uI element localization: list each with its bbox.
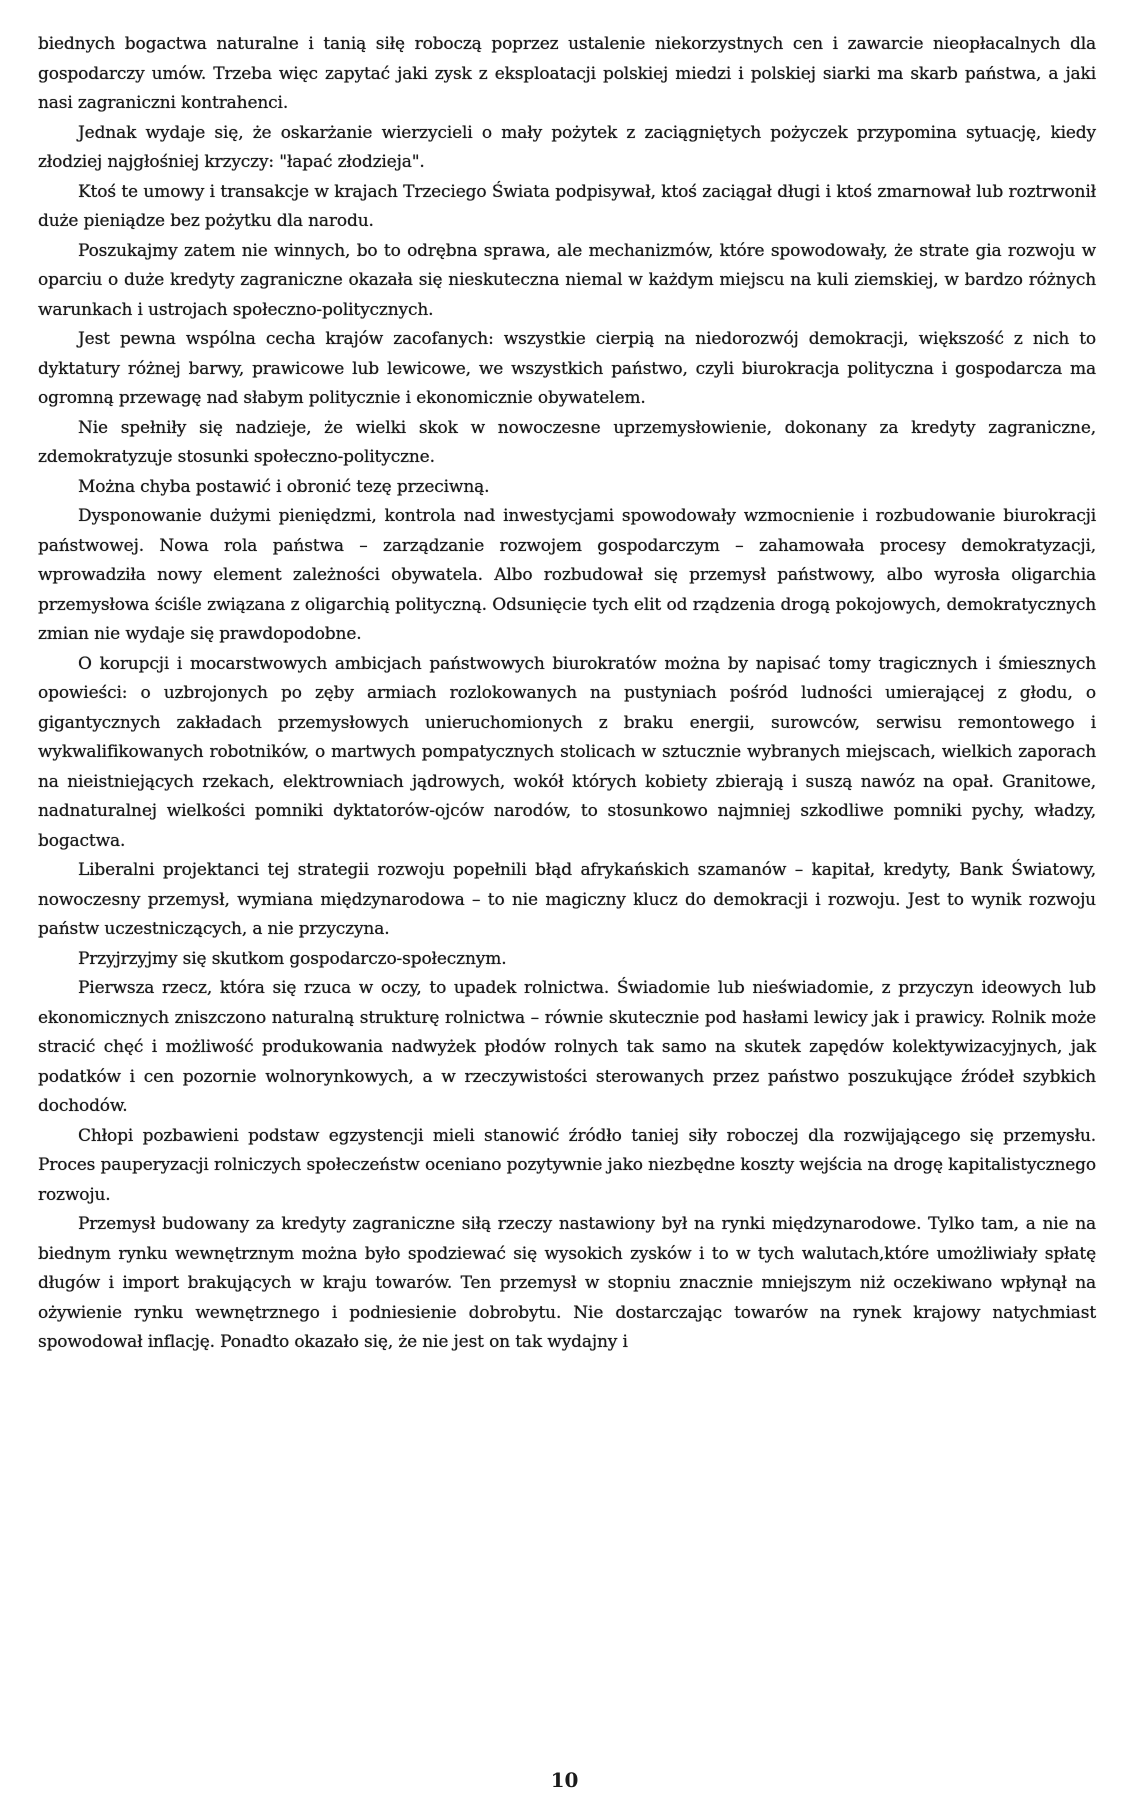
paragraph: Pierwsza rzecz, która się rzuca w oczy, to upadek rolnictwa. Świadomie lub nieświadomie, z przyczyn ideowych lub ekonomicznych zniszczono naturalną strukturę rolnictwa – równie skutecznie pod hasłami lewicy jak i prawicy. Rolnik może stracić chęć i możliwość produkowania nadwyżek płodów rolnych tak samo na skutek zapędów kolektywizacyjnych, jak podatków i cen pozornie wolnorynkowych, a w rzeczywistości sterowanych przez państwo poszukujące źródeł szybkich dochodów. xyxy=(38,978,1096,1116)
paragraph: Jest pewna wspólna cecha krajów zacofanych: wszystkie cierpią na niedorozwój demokracji, większość z nich to dyktatury różnej barwy, prawicowe lub lewicowe, we wszystkich państwo, czyli biurokracja polityczna i gospodarcza ma ogromną przewagę nad słabym politycznie i ekonomicznie obywatelem. xyxy=(38,329,1096,408)
paragraph: Można chyba postawić i obronić tezę przeciwną. xyxy=(78,476,490,497)
paragraph: Liberalni projektanci tej strategii rozwoju popełnili błąd afrykańskich szamanów – kapitał, kredyty, Bank Światowy, nowoczesny przemysł, wymiana międzynarodowa – to nie magiczny klucz do demokracji i rozwoju. Jest to wynik rozwoju państw uczestniczących, a nie przyczyna. xyxy=(38,860,1096,939)
paragraph: Poszukajmy zatem nie winnych, bo to odrębna sprawa, ale mechanizmów, które spowodowały, że strate gia rozwoju w oparciu o duże kredyty zagraniczne okazała się nieskuteczna niemal w każdym miejscu na kuli ziemskiej, w bardzo różnych warunkach i ustrojach społeczno-politycznych. xyxy=(38,240,1096,320)
paragraph: Dysponowanie dużymi pieniędzmi, kontrola nad inwestycjami spowodowały wzmocnienie i rozbudowanie biurokracji państwowej. Nowa rola państwa – zarządzanie rozwojem gospodarczym – zahamowała procesy demokratyzacji, wprowadziła nowy element zależności obywatela. Albo rozbudował się przemysł państwowy, albo wyrosła oligarchia przemysłowa ściśle związana z oligarchią polityczną. Odsunięcie tych elit od rządzenia drogą pokojowych, demokratycznych zmian nie wydaje się prawdopodobne. xyxy=(38,506,1096,644)
paragraph: O korupcji i mocarstwowych ambicjach państwowych biurokratów można by napisać tomy tragicznych i śmiesznych opowieści: o uzbrojonych po zęby armiach rozlokowanych na pustyniach pośród ludności umierającej z głodu, o gigantycznych zakładach przemysłowych unieruchomionych z braku energii, surowców, serwisu remontowego i wykwalifikowanych robotników, o martwych pompatycznych stolicach w sztucznie wybranych miejscach, wielkich zaporach na nieistniejących rzekach, elektrowniach jądrowych, wokół których kobiety zbierają i suszą nawóz na opał. Granitowe, nadnaturalnej wielkości pomniki dyktatorów-ojców narodów, to stosunkowo najmniej szkodliwe pomniki pychy, władzy, bogactwa. xyxy=(38,653,1096,851)
paragraph: Jednak wydaje się, że oskarżanie wierzycieli o mały pożytek z zaciągniętych pożyczek przypomina sytuację, kiedy złodziej najgłośniej krzyczy: "łapać złodzieja". xyxy=(38,122,1096,172)
paragraph: Przemysł budowany za kredyty zagraniczne siłą rzeczy nastawiony był na rynki międzynarodowe. Tylko tam, a nie na biednym rynku wewnętrznym można było spodziewać się wysokich zysków i to w tych walutach,które umożliwiały spłatę długów i import brakujących w kraju towarów. Ten przemysł w stopniu znacznie mniejszym niż oczekiwano wpłynął na ożywienie rynku wewnętrznego i podniesienie dobrobytu. Nie dostarczając towarów na rynek krajowy natychmiast spowodował inflację. Ponadto okazało się, że nie jest on tak wydajny i xyxy=(38,1214,1096,1352)
paragraph: Nie spełniły się nadzieje, że wielki skok w nowoczesne uprzemysłowienie, dokonany za kredyty zagraniczne, zdemokratyzuje stosunki społeczno-polityczne. xyxy=(38,417,1096,467)
paragraph: biednych bogactwa naturalne i tanią siłę roboczą poprzez ustalenie niekorzystnych cen i zawarcie nieopłacalnych dla gospodarczy umów. Trzeba więc zapytać jaki zysk z eksploatacji polskiej miedzi i polskiej siarki ma skarb państwa, a jaki nasi zagraniczni kontrahenci. xyxy=(38,34,1096,113)
paragraph: Chłopi pozbawieni podstaw egzystencji mieli stanowić źródło taniej siły roboczej dla rozwijającego się przemysłu. Proces pauperyzacji rolniczych społeczeństw oceniano pozytywnie jako niezbędne koszty wejścia na drogę kapitalistycznego rozwoju. xyxy=(38,1125,1096,1205)
paragraph: Ktoś te umowy i transakcje w krajach Trzeciego Świata podpisywał, ktoś zaciągał długi i ktoś zmarnował lub roztrwonił duże pieniądze bez pożytku dla narodu. xyxy=(38,181,1096,231)
body-text xyxy=(38,30,1096,1358)
paragraph: Przyjrzyjmy się skutkom gospodarczo-społecznym. xyxy=(78,948,507,969)
page-number: 10 xyxy=(550,1768,579,1792)
